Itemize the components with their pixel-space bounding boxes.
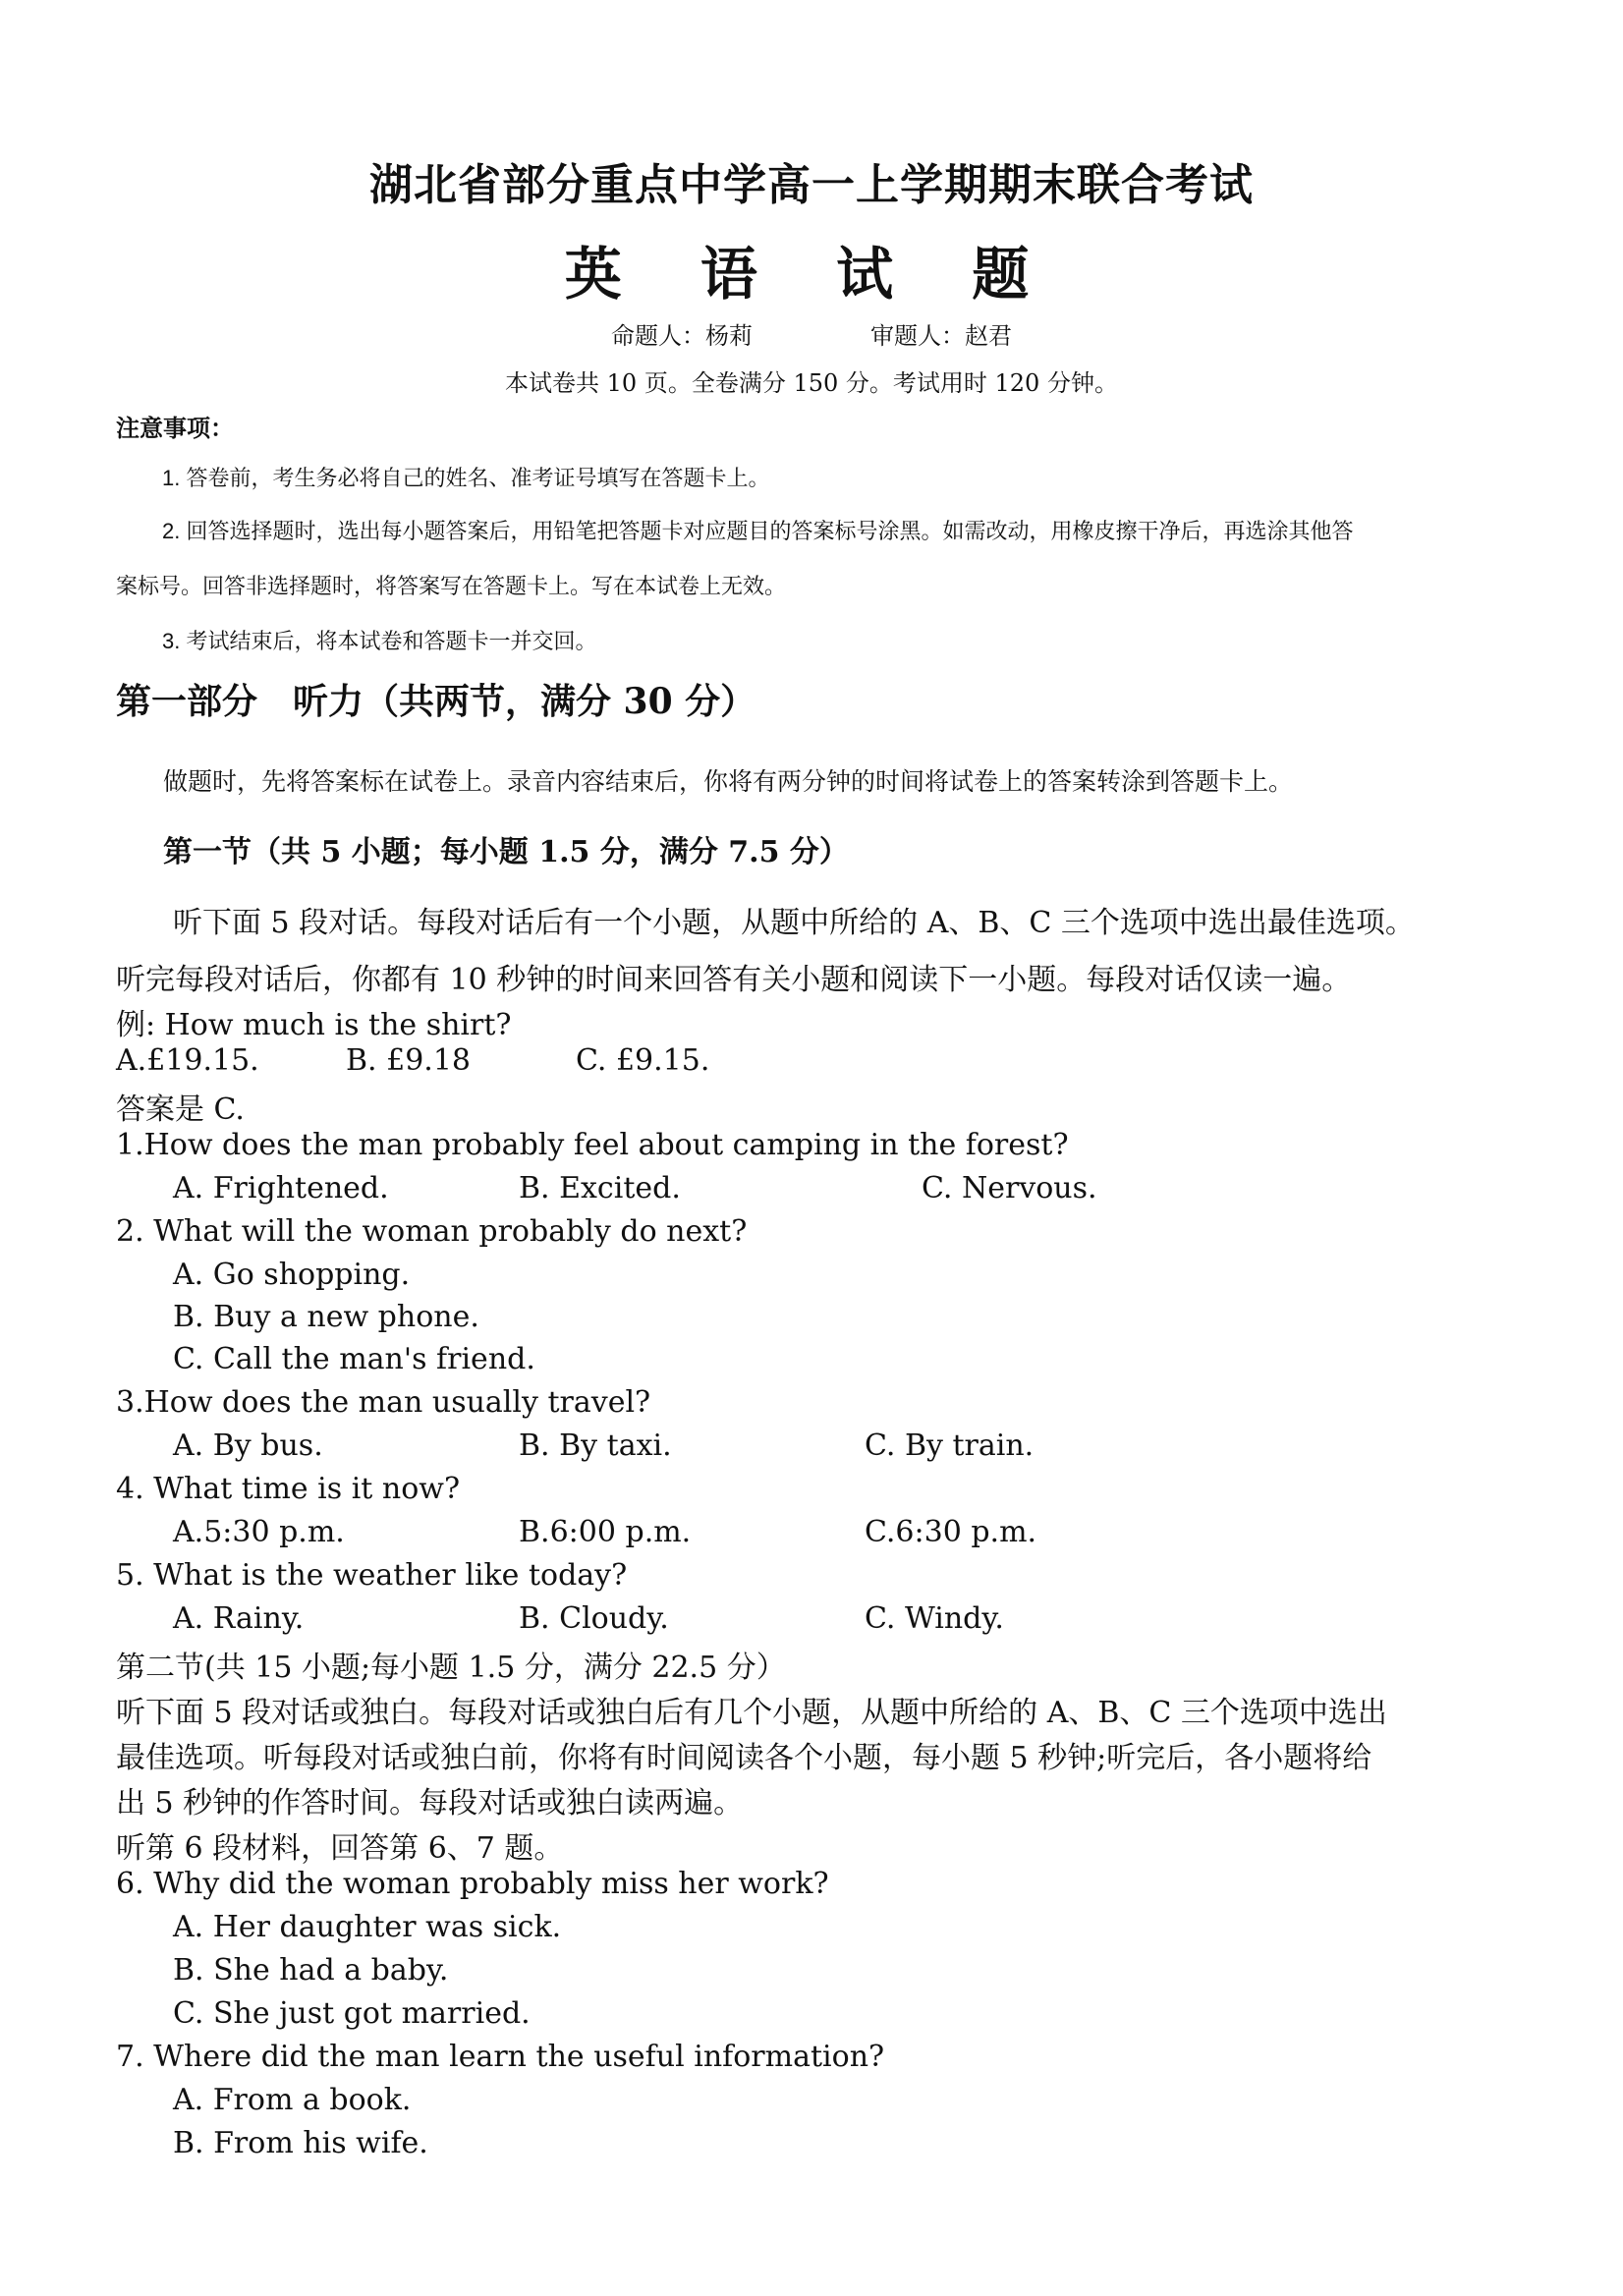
q6-option-c: C. She just got married.: [173, 1996, 531, 2031]
q2-option-a: A. Go shopping.: [173, 1258, 411, 1292]
question-3: 3.How does the man usually travel?: [116, 1385, 651, 1420]
question-7: 7. Where did the man learn the useful information?: [116, 2040, 885, 2074]
section1-line-1: 听下面 5 段对话。每段对话后有一个小题，从题中所给的 A、B、C 三个选项中选出最佳选项。: [173, 906, 1415, 940]
part1-title: 第一部分 听力（共两节，满分 30 分）: [116, 681, 756, 722]
question-2: 2. What will the woman probably do next?: [116, 1214, 748, 1249]
example-question: 例: How much is the shirt?: [116, 1008, 512, 1042]
author-line: [0, 316, 1623, 351]
question-6: 6. Why did the woman probably miss her work?: [116, 1867, 829, 1901]
q2-option-c: C. Call the man's friend.: [173, 1342, 535, 1376]
section2-title: 第二节(共 15 小题;每小题 1.5 分，满分 22.5 分）: [116, 1651, 786, 1685]
section1-title: 第一节（共 5 小题；每小题 1.5 分，满分 7.5 分）: [163, 835, 849, 869]
q1-option-a: A. Frightened.: [173, 1171, 389, 1205]
question-1: 1.How does the man probably feel about camping in the forest?: [116, 1128, 1069, 1162]
example-option-a: A.£19.15.: [116, 1043, 259, 1078]
question-5: 5. What is the weather like today?: [116, 1558, 628, 1593]
q3-option-b: B. By taxi.: [519, 1428, 672, 1463]
example-option-b: B. £9.18: [346, 1043, 472, 1078]
notice-item-3: 3. 考试结束后，将本试卷和答题卡一并交回。: [162, 629, 597, 653]
part1-instruction: 做题时，先将答案标在试卷上。录音内容结束后，你将有两分钟的时间将试卷上的答案转涂到答题卡上。: [163, 767, 1294, 796]
setter: 命题人：杨莉: [611, 322, 753, 350]
material-6-heading: 听第 6 段材料，回答第 6、7 题。: [116, 1831, 564, 1866]
example-answer: 答案是 C.: [116, 1092, 245, 1127]
notice-item-2: 2. 回答选择题时，选出每小题答案后，用铅笔把答题卡对应题目的答案标号涂黑。如需改动，用橡皮擦干净后，再选涂其他答: [162, 519, 1354, 543]
q6-option-b: B. She had a baby.: [173, 1953, 449, 1988]
q4-option-b: B.6:00 p.m.: [519, 1515, 692, 1549]
q5-option-c: C. Windy.: [865, 1601, 1004, 1636]
section2-line-3: 出 5 秒钟的作答时间。每段对话或独白读两遍。: [116, 1786, 744, 1820]
q1-option-b: B. Excited.: [519, 1171, 681, 1205]
q5-option-b: B. Cloudy.: [519, 1601, 669, 1636]
q3-option-a: A. By bus.: [173, 1428, 323, 1463]
reviewer: 审题人：赵君: [870, 322, 1012, 350]
q7-option-a: A. From a book.: [173, 2083, 412, 2117]
q6-option-a: A. Her daughter was sick.: [173, 1910, 562, 1944]
q7-option-b: B. From his wife.: [173, 2126, 428, 2160]
question-4: 4. What time is it now?: [116, 1472, 461, 1506]
section1-line-2: 听完每段对话后，你都有 10 秒钟的时间来回答有关小题和阅读下一小题。每段对话仅读一遍。: [116, 963, 1352, 997]
exam-info: 本试卷共 10 页。全卷满分 150 分。考试用时 120 分钟。: [505, 369, 1118, 397]
section2-line-2: 最佳选项。听每段对话或独白前，你将有时间阅读各个小题，每小题 5 秒钟;听完后，各小题将给: [116, 1741, 1372, 1775]
q3-option-c: C. By train.: [865, 1428, 1035, 1463]
notice-heading: 注意事项：: [116, 416, 234, 442]
exam-title: 湖北省部分重点中学高一上学期期末联合考试: [369, 160, 1254, 210]
q2-option-b: B. Buy a new phone.: [173, 1300, 479, 1334]
q1-option-c: C. Nervous.: [922, 1171, 1097, 1205]
section2-line-1: 听下面 5 段对话或独白。每段对话或独白后有几个小题，从题中所给的 A、B、C 三个选项中选出: [116, 1696, 1387, 1730]
notice-item-1: 1. 答卷前，考生务必将自己的姓名、准考证号填写在答题卡上。: [162, 466, 770, 490]
notice-item-2-cont: 案标号。回答非选择题时，将答案写在答题卡上。写在本试卷上无效。: [116, 574, 787, 598]
q4-option-a: A.5:30 p.m.: [173, 1515, 345, 1549]
example-option-c: C. £9.15.: [576, 1043, 710, 1078]
q5-option-a: A. Rainy.: [173, 1601, 305, 1636]
q4-option-c: C.6:30 p.m.: [865, 1515, 1037, 1549]
subject-title: 英 语 试 题: [564, 241, 1059, 308]
